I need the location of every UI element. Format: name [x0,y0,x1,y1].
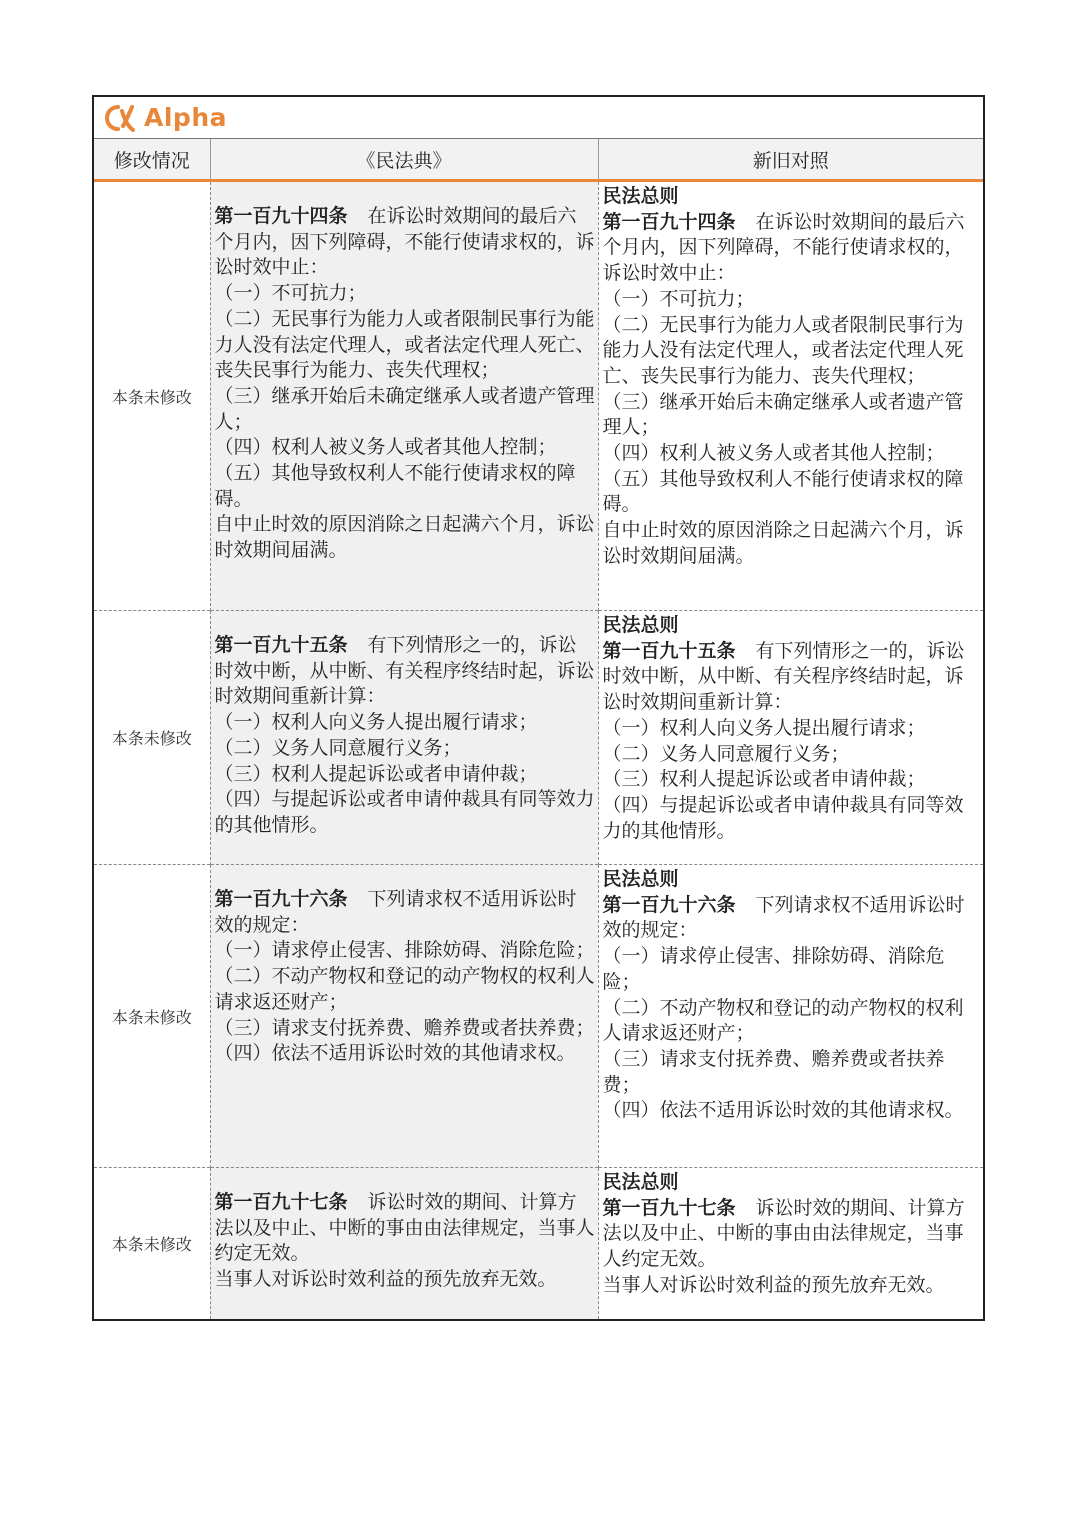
article-lead-paragraph [215,633,595,710]
article-clause: （三）权利人提起诉讼或者申请仲裁； [214,762,538,785]
article-lead-text: 下列请求权不适用诉讼时效的规定： [602,893,965,942]
article-lead-text: 有下列情形之一的，诉讼时效中断，从中断、有关程序终结时起，诉讼时效期间重新计算： [214,634,595,708]
article-clause: （四）与提起诉讼或者申请仲裁具有同等效力的其他情形。 [602,793,964,842]
old-text-cell [598,611,983,865]
article-clause: （四）与提起诉讼或者申请仲裁具有同等效力的其他情形。 [214,788,595,836]
old-text-content [599,611,984,844]
article-clause: （二）义务人同意履行义务； [602,742,850,765]
article-clause: （三）权利人提起诉讼或者申请仲裁； [602,768,926,791]
new-text-cell [210,181,598,611]
article-clause: （五）其他导致权利人不能行使请求权的障碍。 [214,462,576,510]
article-lead-paragraph [215,1190,595,1267]
article-clause: 当事人对诉讼时效利益的预先放弃无效。 [602,1273,945,1296]
article-clause: （二）不动产物权和登记的动产物权的权利人请求返还财产； [214,965,595,1013]
column-header-new: 《民法典》 [210,139,598,181]
table-row [94,865,983,1168]
article-clause: （一）权利人向义务人提出履行请求； [602,716,926,739]
new-text-cell [210,1168,598,1319]
table-header-row [94,139,983,181]
article-lead-text: 在诉讼时效期间的最后六个月内，因下列障碍，不能行使请求权的，诉讼时效中止： [602,210,965,285]
law-section-title: 民法总则 [602,1171,679,1193]
article-clause: 自中止时效的原因消除之日起满六个月，诉讼时效期间届满。 [602,519,964,567]
article-clause: （一）不可抗力； [214,282,367,305]
article-number: 第一百九十四条 [602,210,736,233]
new-text-content [211,182,598,564]
new-text-cell [210,865,598,1168]
article-lead-text: 下列请求权不适用诉讼时效的规定： [214,888,577,936]
article-clause: （二）无民事行为能力人或者限制民事行为能力人没有法定代理人，或者法定代理人死亡、丧失民事行为能力、丧失代理权； [214,307,595,382]
table-row [94,181,983,611]
old-text-content [599,1168,984,1299]
article-clause: （一）不可抗力； [602,287,755,310]
table-row [94,611,983,865]
article-lead-text: 有下列情形之一的，诉讼时效中断，从中断、有关程序终结时起，诉讼时效期间重新计算： [602,639,965,714]
article-clause: 自中止时效的原因消除之日起满六个月，诉讼时效期间届满。 [214,513,595,562]
comparison-table [94,139,983,1319]
article-number: 第一百九十七条 [214,1191,348,1213]
article-clause: （三）继承开始后未确定继承人或者遗产管理人； [602,390,964,439]
new-text-cell [210,611,598,865]
brand-name: Alpha [144,103,227,132]
article-clause: （四）依法不适用诉讼时效的其他请求权。 [214,1042,576,1065]
old-text-cell [598,865,983,1168]
old-text-content [599,865,984,1124]
article-clause: （四）权利人被义务人或者其他人控制； [602,442,945,465]
status-cell: 本条未修改 [94,611,210,865]
article-clause: （四）权利人被义务人或者其他人控制； [214,436,557,459]
article-clause: （四）依法不适用诉讼时效的其他请求权。 [602,1099,964,1122]
article-clause: （三）请求支付抚养费、赡养费或者扶养费； [214,1016,595,1039]
article-clause: （三）请求支付抚养费、赡养费或者扶养费； [602,1047,945,1096]
alpha-logo-icon [102,103,138,133]
old-text-cell [598,1168,983,1319]
article-clause: （五）其他导致权利人不能行使请求权的障碍。 [602,467,964,516]
article-clause: （二）无民事行为能力人或者限制民事行为能力人没有法定代理人，或者法定代理人死亡、丧失民事行为能力、丧失代理权； [602,313,964,387]
article-lead-paragraph [603,639,981,716]
column-header-old: 新旧对照 [598,139,983,181]
column-header-status: 修改情况 [94,139,210,181]
article-lead-text: 诉讼时效的期间、计算方法以及中止、中断的事由由法律规定，当事人约定无效。 [214,1191,595,1265]
article-clause: （三）继承开始后未确定继承人或者遗产管理人； [214,384,595,433]
article-clause: （一）权利人向义务人提出履行请求； [214,711,538,734]
new-text-content [211,1168,598,1293]
law-section-title: 民法总则 [602,868,679,890]
article-lead-paragraph [603,210,981,287]
article-clause: （一）请求停止侵害、排除妨碍、消除危险； [602,945,945,993]
article-number: 第一百九十六条 [214,888,348,910]
new-text-content [211,611,598,839]
article-lead-paragraph [603,893,981,944]
table-row [94,1168,983,1319]
article-lead-paragraph [215,887,595,938]
article-lead-paragraph [603,1196,981,1273]
article-number: 第一百九十六条 [602,893,736,916]
article-lead-text: 诉讼时效的期间、计算方法以及中止、中断的事由由法律规定，当事人约定无效。 [602,1196,965,1271]
comparison-document [92,95,985,1321]
article-number: 第一百九十五条 [214,634,348,656]
status-cell: 本条未修改 [94,1168,210,1319]
article-number: 第一百九十五条 [602,639,736,662]
article-lead-paragraph [215,204,595,281]
article-number: 第一百九十七条 [602,1196,736,1219]
article-clause: 当事人对诉讼时效利益的预先放弃无效。 [214,1268,557,1291]
law-section-title: 民法总则 [602,614,679,636]
article-clause: （一）请求停止侵害、排除妨碍、消除危险； [214,939,595,962]
status-cell: 本条未修改 [94,181,210,611]
article-lead-text: 在诉讼时效期间的最后六个月内，因下列障碍，不能行使请求权的，诉讼时效中止： [214,205,595,279]
law-section-title: 民法总则 [602,185,679,207]
old-text-cell [598,181,983,611]
new-text-content [211,865,598,1067]
status-cell: 本条未修改 [94,865,210,1168]
article-number: 第一百九十四条 [214,205,348,227]
article-clause: （二）义务人同意履行义务； [214,736,462,759]
article-clause: （二）不动产物权和登记的动产物权的权利人请求返还财产； [602,996,964,1045]
brand-header [94,97,983,139]
old-text-content [599,182,984,570]
